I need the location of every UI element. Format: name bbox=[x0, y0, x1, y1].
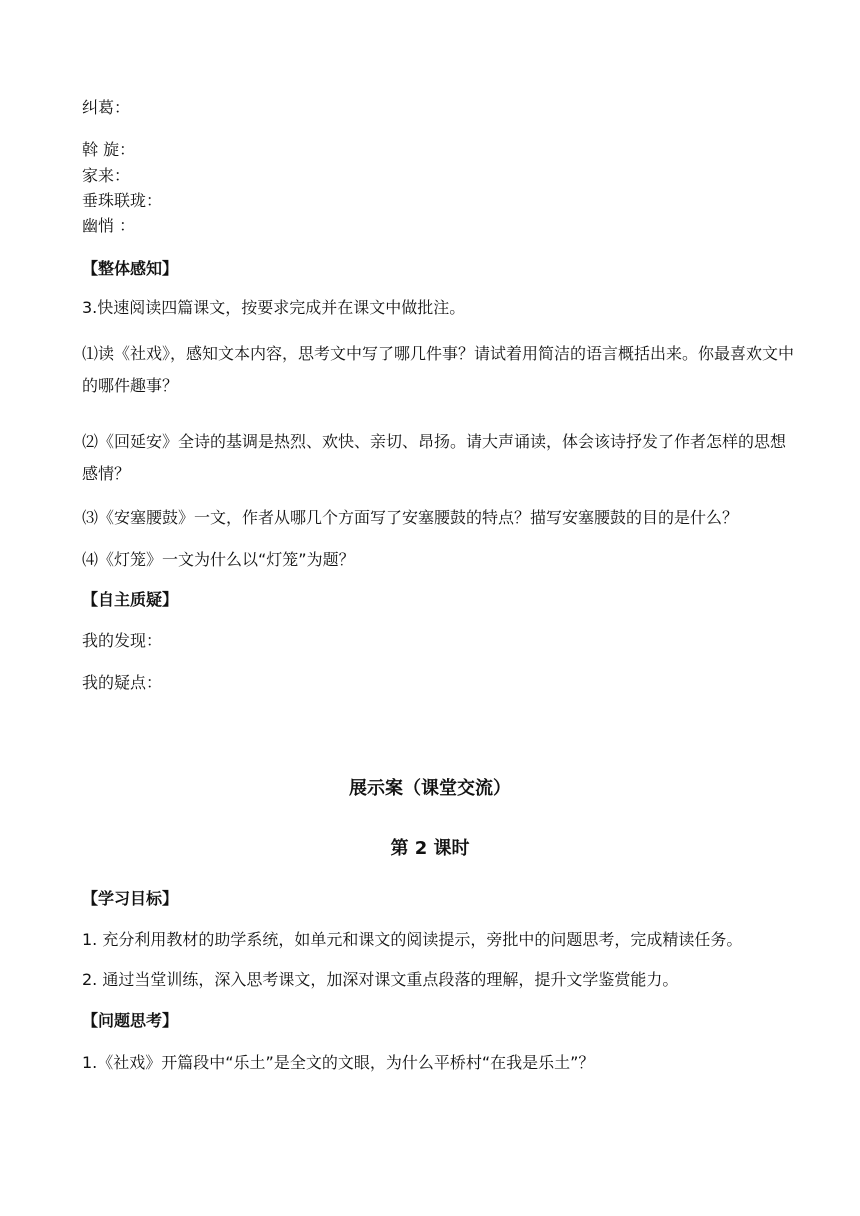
overall-question-4: ⑷《灯笼》一文为什么以“灯笼”为题？ bbox=[82, 550, 355, 569]
goal-2: 2. 通过当堂训练，深入思考课文，加深对课文重点段落的理解，提升文学鉴赏能力。 bbox=[82, 970, 679, 989]
thinking-question-1: 1.《社戏》开篇段中“乐土”是全文的文眼，为什么平桥村“在我是乐土”？ bbox=[82, 1053, 595, 1072]
vocab-item-4: 垂珠联珑： bbox=[82, 191, 163, 210]
goal-1: 1. 充分利用教材的助学系统，如单元和课文的阅读提示，旁批中的问题思考，完成精读任务。 bbox=[82, 930, 743, 949]
overall-question-3: ⑶《安塞腰鼓》一文，作者从哪几个方面写了安塞腰鼓的特点？描写安塞腰鼓的目的是什么？ bbox=[82, 508, 739, 527]
overall-intro: 3.快速阅读四篇课文，按要求完成并在课文中做批注。 bbox=[82, 298, 466, 317]
my-doubt: 我的疑点： bbox=[82, 673, 163, 692]
vocab-item-1: 纠葛： bbox=[82, 98, 131, 117]
self-question-heading: 【自主质疑】 bbox=[82, 590, 179, 609]
lesson-number: 第 2 课时 bbox=[390, 838, 470, 859]
goals-heading: 【学习目标】 bbox=[82, 889, 179, 908]
my-discovery: 我的发现： bbox=[82, 631, 163, 650]
overall-question-1: ⑴读《社戏》，感知文本内容，思考文中写了哪几件事？请试着用简洁的语言概括出来。你最喜欢文中的哪件趣事？ bbox=[82, 344, 795, 395]
thinking-heading: 【问题思考】 bbox=[82, 1011, 179, 1030]
vocab-item-5: 幽悄 ： bbox=[82, 216, 136, 235]
vocab-item-2: 斡 旋： bbox=[82, 140, 136, 159]
display-title: 展示案（课堂交流） bbox=[349, 778, 511, 799]
overall-question-2: ⑵《回延安》全诗的基调是热烈、欢快、亲切、昂扬。请大声诵读，体会该诗抒发了作者怎样的思想感情？ bbox=[82, 432, 787, 483]
vocab-item-3: 家来： bbox=[82, 166, 131, 185]
overall-heading: 【整体感知】 bbox=[82, 259, 179, 278]
